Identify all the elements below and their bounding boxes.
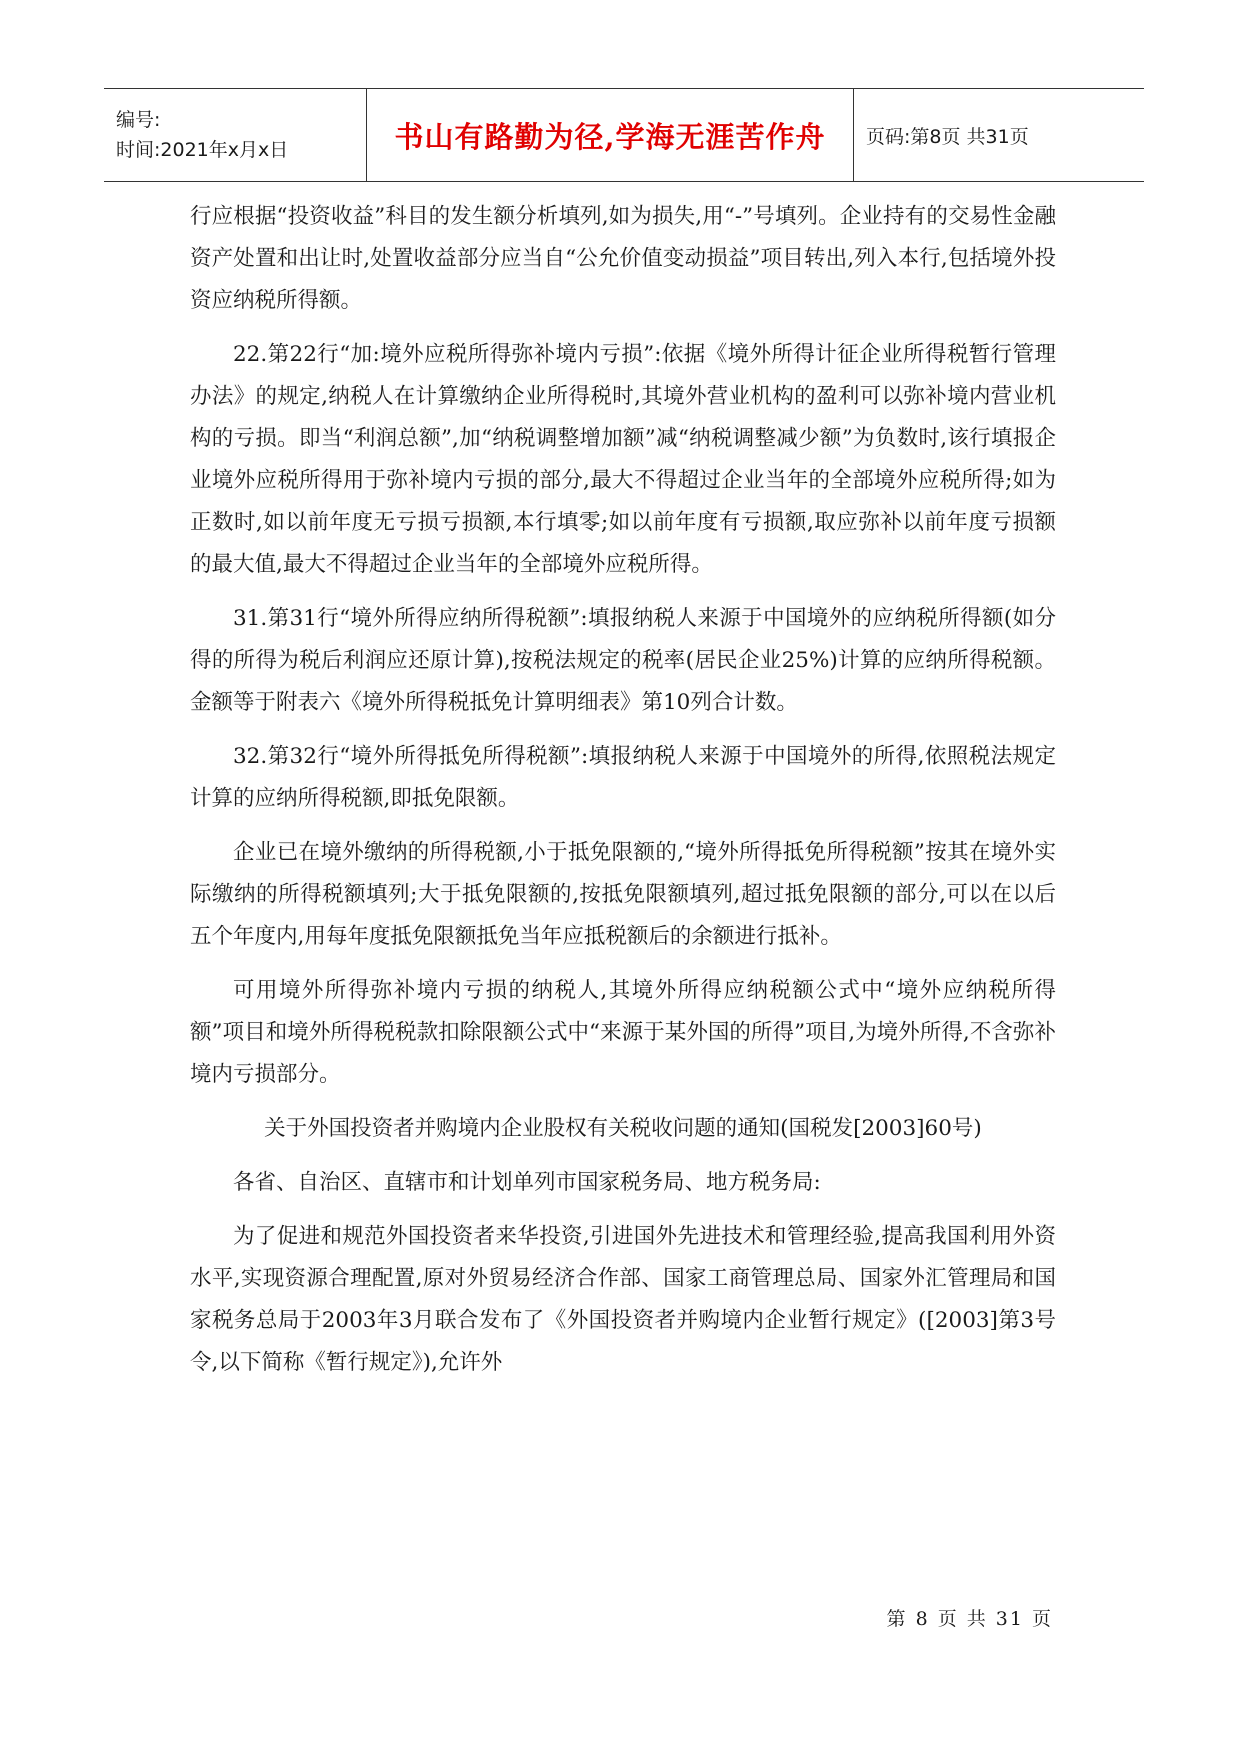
document-time-label: 时间:2021年x月x日 bbox=[116, 139, 289, 161]
paragraph-line-31: 31.第31行“境外所得应纳所得税额”:填报纳税人来源于中国境外的应纳税所得额(如分得的所得为税后利润应还原计算),按税法规定的税率(居民企业25%)计算的应纳所得税额。金额等于附表六《境外所得税抵免计算明细表》第10列合计数。 bbox=[190, 606, 1056, 715]
notice-addressee: 各省、自治区、直辖市和计划单列市国家税务局、地方税务局: bbox=[233, 1170, 821, 1195]
paragraph-continuation: 行应根据“投资收益”科目的发生额分析填列,如为损失,用“-”号填列。企业持有的交易性金融资产处置和出让时,处置收益部分应当自“公允价值变动损益”项目转出,列入本行,包括境外投资应纳税所得额。 bbox=[190, 204, 1056, 313]
header-left bbox=[104, 89, 366, 181]
paragraph-credit-limit: 企业已在境外缴纳的所得税额,小于抵免限额的,“境外所得抵免所得税额”按其在境外实际缴纳的所得税额填列;大于抵免限额的,按抵免限额填列,超过抵免限额的部分,可以在以后五个年度内,用每年度抵免限额抵免当年应抵税额后的余额进行抵补。 bbox=[190, 840, 1056, 949]
paragraph-loss-offset: 可用境外所得弥补境内亏损的纳税人,其境外所得应纳税额公式中“境外应纳税所得额”项目和境外所得税税款扣除限额公式中“来源于某外国的所得”项目,为境外所得,不含弥补境内亏损部分。 bbox=[190, 978, 1056, 1087]
paragraph-line-32: 32.第32行“境外所得抵免所得税额”:填报纳税人来源于中国境外的所得,依照税法规定计算的应纳所得税额,即抵免限额。 bbox=[190, 744, 1056, 811]
page-footer-number: 第 8 页 共 31 页 bbox=[886, 1608, 1053, 1630]
header-right bbox=[854, 89, 1144, 181]
notice-title: 关于外国投资者并购境内企业股权有关税收问题的通知(国税发[2003]60号) bbox=[264, 1116, 982, 1141]
document-body bbox=[190, 196, 1056, 1396]
paragraph-line-22: 22.第22行“加:境外应税所得弥补境内亏损”:依据《境外所得计征企业所得税暂行管理办法》的规定,纳税人在计算缴纳企业所得税时,其境外营业机构的盈利可以弥补境内营业机构的亏损。即当“利润总额”,加“纳税调整增加额”减“纳税调整减少额”为负数时,该行填报企业境外应税所得用于弥补境内亏损的部分,最大不得超过企业当年的全部境外应税所得;如为正数时,如以前年度无亏损亏损额,本行填零;如以前年度有亏损额,取应弥补以前年度亏损额的最大值,最大不得超过企业当年的全部境外应税所得。 bbox=[190, 342, 1056, 577]
header-center bbox=[366, 89, 854, 181]
page-header bbox=[104, 88, 1144, 182]
header-page-label: 页码:第8页 共31页 bbox=[866, 125, 1029, 148]
header-motto: 书山有路勤为径,学海无涯苦作舟 bbox=[394, 119, 826, 154]
document-number-label: 编号: bbox=[116, 109, 161, 131]
notice-paragraph: 为了促进和规范外国投资者来华投资,引进国外先进技术和管理经验,提高我国利用外资水平,实现资源合理配置,原对外贸易经济合作部、国家工商管理总局、国家外汇管理局和国家税务总局于2003年3月联合发布了《外国投资者并购境内企业暂行规定》([2003]第3号令,以下简称《暂行规定》),允许外 bbox=[190, 1224, 1056, 1375]
